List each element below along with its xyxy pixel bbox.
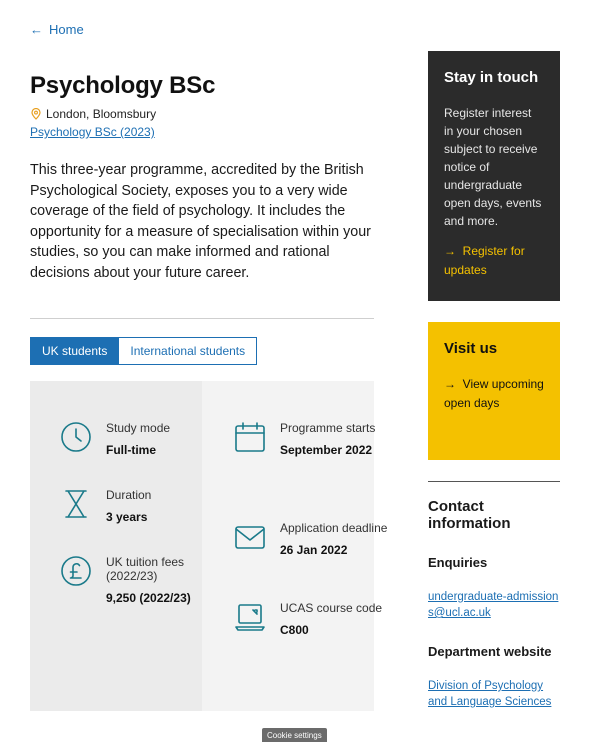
register-for-updates-label: Register for updates (444, 244, 525, 277)
view-open-days-label: View upcoming open days (444, 377, 544, 410)
study-mode-value: Full-time (106, 443, 156, 457)
arrow-left-icon: ← (30, 22, 43, 37)
visit-us-card (428, 322, 560, 460)
contact-divider (428, 481, 560, 482)
clock-icon (60, 421, 92, 453)
programme-starts-label: Programme starts (280, 421, 376, 435)
duration-label: Duration (106, 488, 152, 502)
ucas-code-value: C800 (280, 623, 309, 637)
course-location (30, 107, 156, 121)
section-divider (30, 318, 374, 319)
tuition-fees-label: UK tuition fees (2022/23) (106, 555, 185, 583)
calendar-icon (234, 421, 266, 453)
view-open-days-link[interactable] (444, 375, 544, 413)
key-facts-panel (30, 381, 388, 711)
laptop-icon (234, 601, 266, 633)
location-pin-icon (30, 108, 42, 120)
contact-title: Contact information (428, 498, 511, 532)
duration-value: 3 years (106, 510, 148, 524)
stay-in-touch-title: Stay in touch (444, 69, 539, 86)
application-deadline-label: Application deadline (280, 521, 388, 535)
cookie-settings-button[interactable]: Cookie settings (262, 728, 327, 742)
register-for-updates-link[interactable] (444, 242, 544, 280)
arrow-right-icon: → (444, 377, 456, 391)
student-type-tabs (30, 337, 257, 365)
envelope-icon (234, 521, 266, 553)
page-title: Psychology BSc (30, 72, 216, 99)
course-intro: This three-year programme, accredited by the British Psychological Society, exposes you to a very wide coverage of the field of psychology. It includes the opportunity for a measure of specialisation within your studies, so you can make informed and rational decisions about your future career. (30, 162, 371, 281)
arrow-right-icon: → (444, 244, 456, 258)
tuition-fees-value: 9,250 (2022/23) (106, 591, 191, 605)
department-website-link[interactable]: Division of Psychology and Language Sciences (428, 680, 552, 708)
pound-coin-icon (60, 555, 92, 587)
stay-in-touch-card (428, 51, 560, 301)
department-website-title: Department website (428, 644, 552, 659)
programme-starts-value: September 2022 (280, 443, 373, 457)
location-text: London, Bloomsbury (46, 107, 157, 121)
ucas-code-label: UCAS course code (280, 601, 383, 615)
application-deadline-value: 26 Jan 2022 (280, 543, 348, 557)
hourglass-icon (60, 488, 92, 520)
enquiries-title: Enquiries (428, 555, 488, 570)
enquiries-email-link[interactable]: undergraduate-admissions@ucl.ac.uk (428, 591, 559, 619)
back-home-label: Home (49, 22, 84, 37)
stay-in-touch-body: Register interest in your chosen subject to receive notice of undergraduate open days, events and more. (444, 106, 542, 228)
tab-international-students[interactable]: International students (119, 337, 257, 365)
key-facts-left-column (30, 381, 202, 711)
tab-uk-students[interactable]: UK students (30, 337, 119, 365)
visit-us-title: Visit us (444, 340, 498, 357)
key-facts-right-column (202, 381, 388, 711)
back-home-link[interactable] (30, 22, 84, 37)
course-year-link[interactable]: Psychology BSc (2023) (30, 125, 155, 139)
study-mode-label: Study mode (106, 421, 171, 435)
